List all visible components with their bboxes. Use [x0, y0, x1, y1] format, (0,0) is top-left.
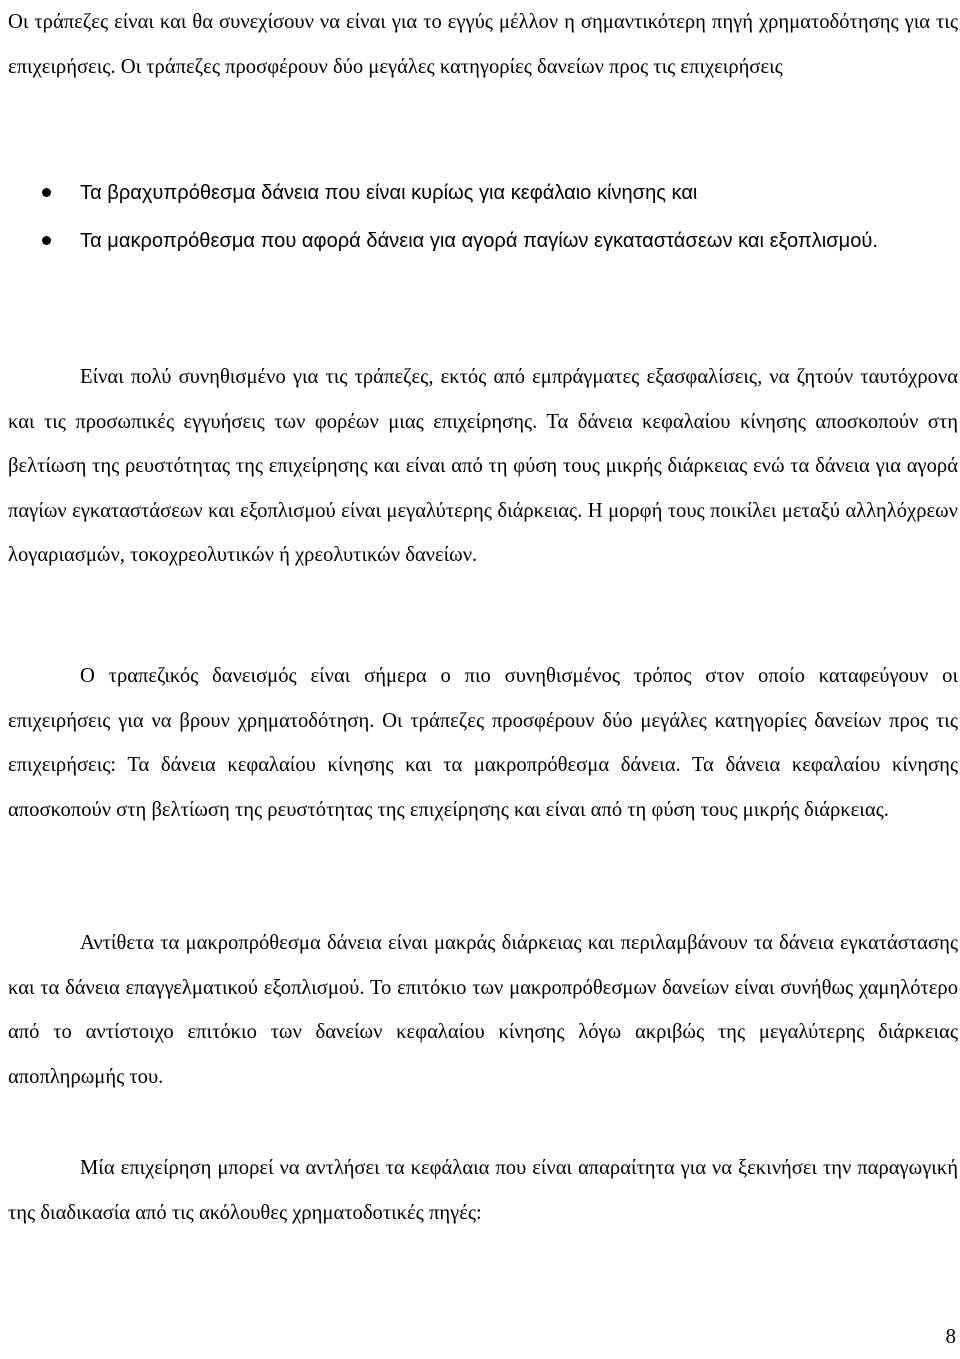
bullet-icon: [42, 188, 51, 197]
list-item: [0, 217, 958, 265]
paragraph-1: Οι τράπεζες είναι και θα συνεχίσουν να είναι για το εγγύς μέλλον η σημαντικότερη πηγή χρηματοδότησης για τις επιχειρήσεις. Οι τράπεζες προσφέρουν δύο μεγάλες κατηγορίες δανείων προς τις επιχειρήσεις: [8, 11, 958, 78]
loan-categories-list: [0, 169, 958, 265]
page-number: 8: [945, 1324, 956, 1348]
paragraph-4: Αντίθετα τα μακροπρόθεσμα δάνεια είναι μακράς διάρκειας και περιλαμβάνουν τα δάνεια εγκατάστασης και τα δάνεια επαγγελματικού εξοπλισμού. Το επιτόκιο των μακροπρόθεσμων δανείων είναι συνήθως χαμηλότερο από το αντίστοιχο επιτόκιο των δανείων κεφαλαίου κίνησης λόγω ακριβώς της μεγαλύτερης διάρκειας αποπληρωμής του.: [8, 932, 958, 1088]
list-item-text: Τα μακροπρόθεσμα που αφορά δάνεια για αγορά παγίων εγκαταστάσεων και εξοπλισμού.: [80, 230, 878, 252]
list-item-text: Τα βραχυπρόθεσμα δάνεια που είναι κυρίως για κεφάλαιο κίνησης και: [80, 182, 698, 204]
paragraph-3: Ο τραπεζικός δανεισμός είναι σήμερα ο πιο συνηθισμένος τρόπος στον οποίο καταφεύγουν οι επιχειρήσεις για να βρουν χρηματοδότηση. Οι τράπεζες προσφέρουν δύο μεγάλες κατηγορίες δανείων προς τις επιχειρήσεις: Τα δάνεια κεφαλαίου κίνησης και τα μακροπρόθεσμα δάνεια. Τα δάνεια κεφαλαίου κίνησης αποσκοπούν στη βελτίωση της ρευστότητας της επιχείρησης και είναι από τη φύση τους μικρής διάρκειας.: [8, 665, 958, 821]
paragraph-2: Είναι πολύ συνηθισμένο για τις τράπεζες, εκτός από εμπράγματες εξασφαλίσεις, να ζητούν ταυτόχρονα και τις προσωπικές εγγυήσεις των φορέων μιας επιχείρησης. Τα δάνεια κεφαλαίου κίνησης αποσκοπούν στη βελτίωση της ρευστότητας της επιχείρησης και είναι από τη φύση τους μικρής διάρκειας ενώ τα δάνεια για αγορά παγίων εγκαταστάσεων και εξοπλισμού είναι μεγαλύτερης διάρκειας. Η μορφή τους ποικίλει μεταξύ αλληλόχρεων λογαριασμών, τοκοχρεολυτικών ή χρεολυτικών δανείων.: [8, 366, 958, 567]
paragraph-5: Μία επιχείρηση μπορεί να αντλήσει τα κεφάλαια που είναι απαραίτητα για να ξεκινήσει την παραγωγική της διαδικασία από τις ακόλουθες χρηματοδοτικές πηγές:: [8, 1157, 958, 1224]
list-item: [0, 169, 958, 217]
bullet-icon: [42, 236, 51, 245]
